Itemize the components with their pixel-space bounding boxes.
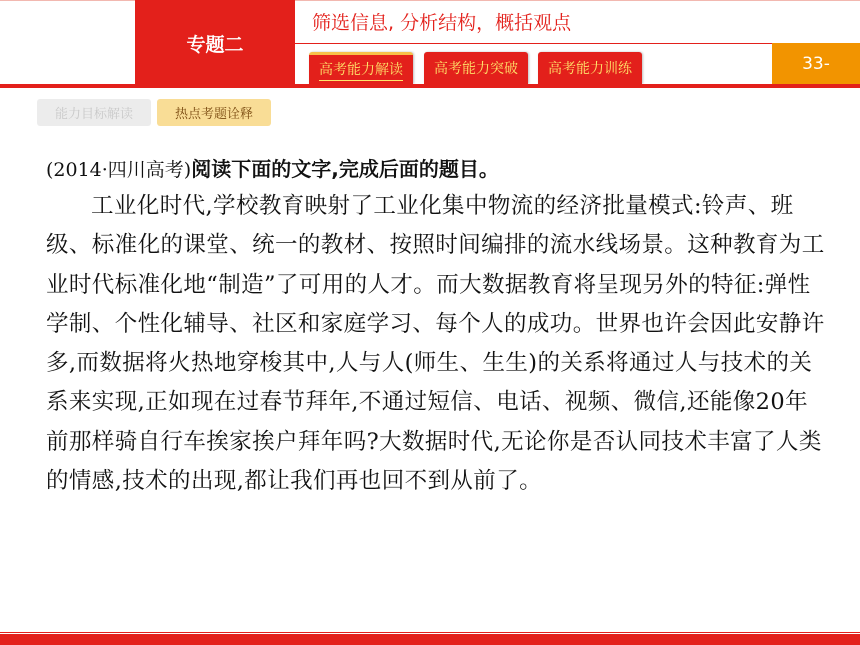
- footer-bar: [0, 634, 860, 645]
- header-red-bar: [0, 84, 860, 88]
- question-instruction: 阅读下面的文字,完成后面的题目。: [191, 157, 499, 181]
- section-badge: [135, 0, 295, 86]
- tab-label: 高考能力突破: [434, 61, 518, 77]
- topic-title: 筛选信息, 分析结构，概括观点: [312, 12, 572, 34]
- footer-line: [0, 632, 860, 633]
- tab-ability-training[interactable]: [538, 52, 642, 84]
- tab-label: 高考能力解读: [319, 59, 403, 81]
- main-content: [46, 152, 826, 501]
- subtab-hot-questions[interactable]: [157, 99, 271, 126]
- tab-label: 高考能力训练: [548, 61, 632, 77]
- tab-ability-interpretation[interactable]: [309, 52, 413, 84]
- page-number: [772, 43, 860, 84]
- tab-ability-breakthrough[interactable]: [424, 52, 528, 84]
- subtab-label: 能力目标解读: [54, 107, 133, 122]
- subtab-ability-goals[interactable]: [37, 99, 151, 126]
- subtab-label: 热点考题诠释: [174, 107, 253, 122]
- top-border-line: [0, 0, 860, 1]
- reading-passage: 工业化时代,学校教育映射了工业化集中物流的经济批量模式:铃声、班级、标准化的课堂、统一的教材、按照时间编排的流水线场景。这种教育为工业时代标准化地“制造”了可用的人才。而大数据教育将呈现另外的特征:弹性学制、个性化辅导、社区和家庭学习、每个人的成功。世界也许会因此安静许多,而数据将火热地穿梭其中,人与人(师生、生生)的关系将通过人与技术的关系来实现,正如现在过春节拜年,不通过短信、电话、视频、微信,还能像20年前那样骑自行车挨家挨户拜年吗?大数据时代,无论你是否认同技术丰富了人类的情感,技术的出现,都让我们再也回不到从前了。: [46, 193, 825, 495]
- page-number-label: 33-: [802, 53, 830, 74]
- section-badge-label: 专题二: [186, 33, 244, 56]
- question-heading: [46, 152, 826, 187]
- question-source: (2014·四川高考): [46, 159, 192, 181]
